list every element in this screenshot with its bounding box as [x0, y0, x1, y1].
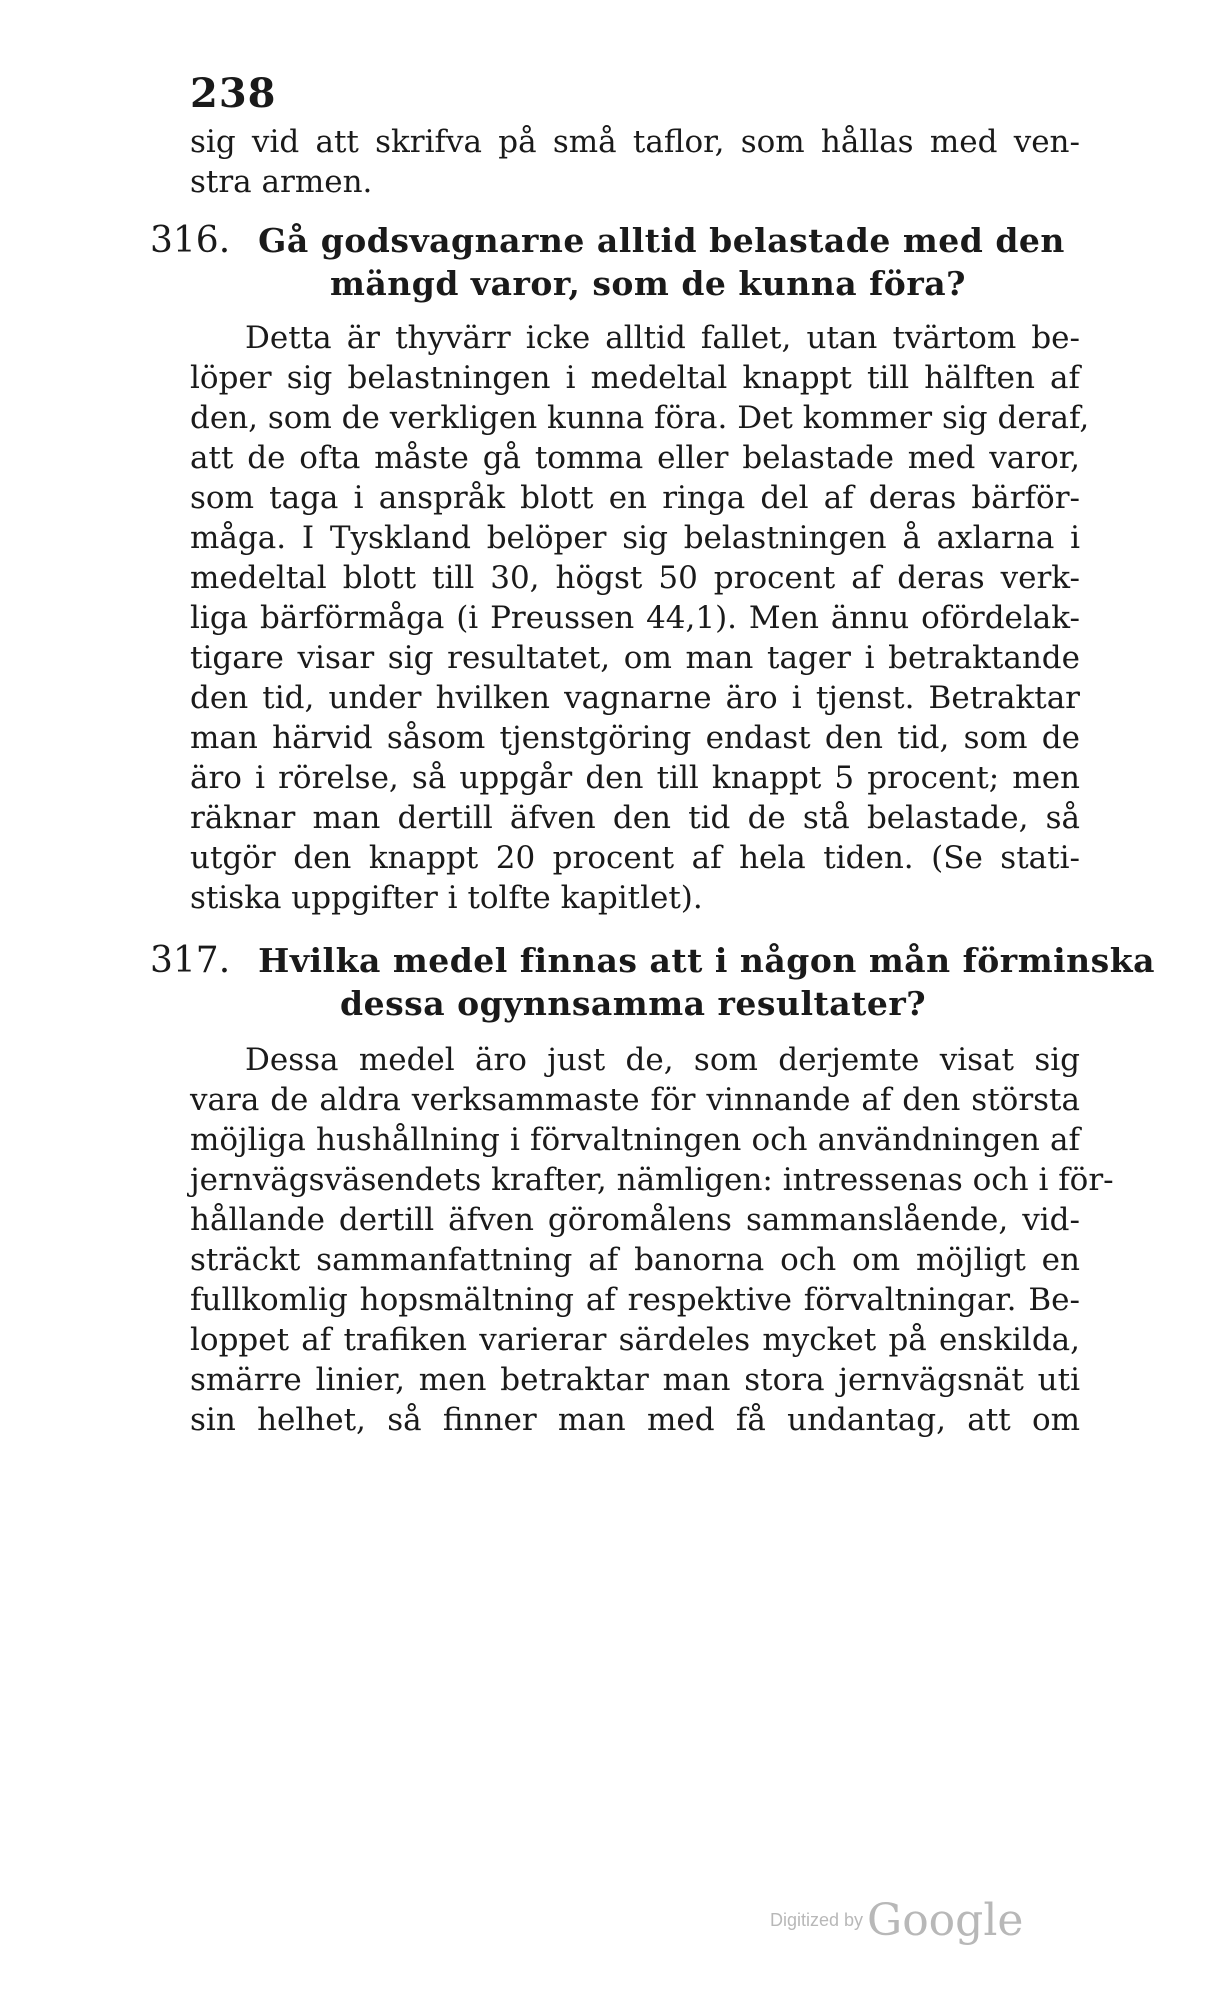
body-line: fullkomlig hopsmältning af respektive förvaltningar. Be- — [190, 1282, 1080, 1318]
body-line: den tid, under hvilken vagnarne äro i tjenst. Betraktar — [190, 680, 1080, 716]
body-line: Dessa medel äro just de, som derjemte visat sig — [245, 1042, 1080, 1078]
section-heading — [150, 940, 1155, 982]
body-line: som taga i anspråk blott en ringa del af deras bärför- — [190, 480, 1080, 516]
body-line: tigare visar sig resultatet, om man tager i betraktande — [190, 640, 1080, 676]
body-line: hållande dertill äfven göromålens sammanslående, vid- — [190, 1202, 1080, 1238]
section-heading-continued — [340, 983, 926, 1025]
body-line: vara de aldra verksammaste för vinnande af den största — [190, 1082, 1080, 1118]
body-line: man härvid såsom tjenstgöring endast den tid, som de — [190, 720, 1080, 756]
body-line: loppet af trafiken varierar särdeles mycket på enskilda, — [190, 1322, 1080, 1358]
body-line: måga. I Tyskland belöper sig belastningen å axlarna i — [190, 520, 1080, 556]
body-line: äro i rörelse, så uppgår den till knappt 5 procent; men — [190, 760, 1080, 796]
body-line: jernvägsväsendets krafter, nämligen: intressenas och i för- — [190, 1162, 1114, 1198]
section-title: Hvilka medel finnas att i någon mån förminska — [258, 941, 1155, 980]
body-line: liga bärförmåga (i Preussen 44,1). Men ännu ofördelak- — [190, 600, 1080, 636]
body-line: Detta är thyvärr icke alltid fallet, utan tvärtom be- — [245, 320, 1080, 356]
section-title: dessa ogynnsamma resultater? — [340, 984, 927, 1023]
section-heading-continued — [330, 263, 966, 305]
body-line: löper sig belastningen i medeltal knappt till hälften af — [190, 360, 1080, 396]
watermark-prefix: Digitized by — [770, 1910, 864, 1930]
body-line: den, som de verkligen kunna föra. Det kommer sig deraf, — [190, 400, 1090, 436]
body-line: smärre linier, men betraktar man stora jernvägsnät uti — [190, 1362, 1080, 1398]
body-line: stiska uppgifter i tolfte kapitlet). — [190, 880, 703, 916]
body-line: stra armen. — [190, 164, 373, 200]
body-line: räknar man dertill äfven den tid de stå belastade, så — [190, 800, 1080, 836]
body-line: möjliga hushållning i förvaltningen och användningen af — [190, 1122, 1080, 1158]
page-number: 238 — [190, 70, 277, 117]
section-number: 317. — [150, 940, 231, 981]
section-title: Gå godsvagnarne alltid belastade med den — [258, 221, 1065, 260]
digitized-watermark — [770, 1895, 1023, 1946]
body-line: att de ofta måste gå tomma eller belastade med varor, — [190, 440, 1080, 476]
google-logo: Google — [867, 1895, 1024, 1946]
section-title: mängd varor, som de kunna föra? — [330, 264, 966, 303]
body-line: sträckt sammanfattning af banorna och om möjligt en — [190, 1242, 1080, 1278]
section-heading — [150, 220, 1080, 262]
body-line: sig vid att skrifva på små taflor, som hållas med ven- — [190, 124, 1080, 160]
section-number: 316. — [150, 220, 231, 261]
body-line: utgör den knappt 20 procent af hela tiden. (Se stati- — [190, 840, 1080, 876]
body-line: medeltal blott till 30, högst 50 procent af deras verk- — [190, 560, 1080, 596]
body-line: sin helhet, så finner man med få undantag, att om — [190, 1402, 1080, 1438]
